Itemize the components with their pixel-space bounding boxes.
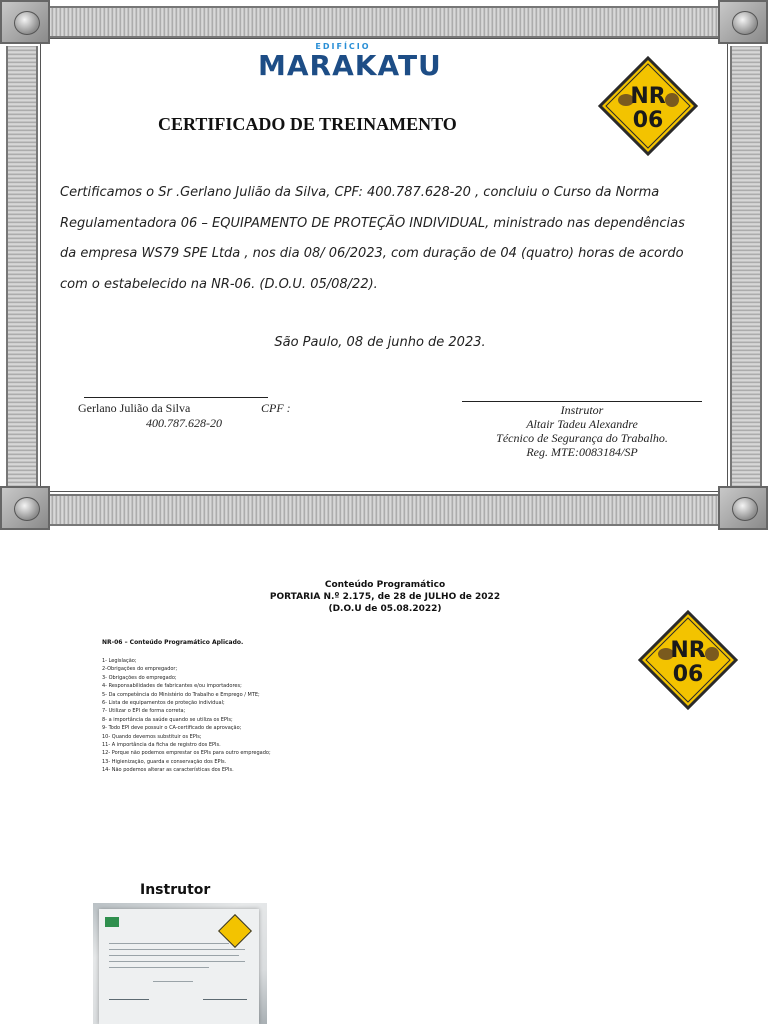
photo-logo-mark (105, 917, 119, 927)
list-item: 2-Obrigações do empregador; (102, 666, 178, 673)
photo-text-line (109, 955, 239, 956)
list-item: 1- Legislação; (102, 658, 137, 664)
list-item: 7- Utilizar o EPI de forma correta; (102, 708, 186, 715)
trainee-cpf-label: CPF : (261, 401, 291, 415)
list-item: 5- Da competência do Ministério do Trabalho e Emprego / MTE; (102, 691, 260, 698)
body-line: da empresa WS79 SPE Ltda , nos dia 08/ 06/2023, com duração de 04 (quatro) horas de acordo (60, 246, 684, 261)
badge-text-nr: NR (670, 638, 706, 663)
list-item: 11- A importância da ficha de registro dos EPIs. (102, 742, 221, 749)
photo-text-line (109, 967, 209, 968)
corner-ornament-bottom-left (0, 486, 50, 530)
signature-line-left (84, 397, 268, 398)
frame-right-border (730, 46, 762, 486)
badge-text-nr: NR (630, 84, 666, 109)
certificate-date: São Paulo, 08 de junho de 2023. (274, 335, 486, 350)
program-portaria: PORTARIA N.º 2.175, de 28 de JULHO de 2022 (269, 592, 501, 602)
badge-text-06: 06 (672, 662, 704, 687)
trainee-name: Gerlano Julião da Silva (78, 401, 191, 415)
photo-text-line (109, 943, 229, 944)
list-item: 8- a importância da saúde quando se utiliza os EPIs; (102, 716, 233, 723)
instructor-title: Técnico de Segurança do Trabalho. (496, 431, 668, 445)
program-dou: (D.O.U de 05.08.2022) (328, 604, 442, 614)
list-item: 6- Lista de equipamentos de proteção individual; (102, 700, 225, 707)
list-item: 14- Não podemos alterar as características dos EPIs. (102, 767, 234, 774)
marakatu-logo (258, 42, 442, 88)
frame-top-border (40, 6, 728, 38)
logo-wordmark: MARAKATU (258, 49, 442, 82)
instructor-section-label: Instrutor (140, 882, 211, 898)
instructor-name: Altair Tadeu Alexandre (526, 417, 638, 431)
trainee-cpf-value: 400.787.628-20 (146, 416, 222, 430)
instructor-role: Instrutor (560, 403, 604, 417)
list-item: 3- Obrigações do empregado; (102, 674, 177, 681)
instructor-registration: Reg. MTE:0083184/SP (526, 445, 638, 459)
frame-bottom-border (40, 494, 728, 526)
nr06-badge-icon (636, 608, 740, 712)
badge-text-06: 06 (632, 108, 664, 133)
instructor-signature-block (460, 403, 704, 459)
body-line: com o estabelecido na NR-06. (D.O.U. 05/08/22). (60, 276, 378, 292)
photo-signature-line (203, 999, 247, 1000)
program-list (102, 657, 422, 775)
signature-line-right (462, 401, 702, 402)
list-item: 4- Responsabilidades de fabricantes e/ou importadores; (102, 683, 242, 690)
program-list-title: NR-06 – Conteúdo Programático Aplicado. (102, 639, 244, 646)
list-item: 10- Quando devemos substituir os EPIs; (102, 733, 202, 740)
list-item: 9- Todo EPI deve possuir o CA-certificado de aprovação; (102, 725, 242, 732)
logo-subtitle: EDIFÍCIO (315, 42, 371, 51)
corner-ornament-top-left (0, 0, 50, 44)
program-header (200, 579, 570, 615)
list-item: 12- Porque não podemos emprestar os EPIs para outro empregado; (102, 750, 271, 757)
corner-ornament-top-right (718, 0, 768, 44)
list-item: 13- Higienização, guarda e conservação dos EPIs. (102, 758, 227, 765)
frame-left-border (6, 46, 38, 486)
program-heading: Conteúdo Programático (324, 580, 446, 590)
certificate-title: CERTIFICADO DE TREINAMENTO (158, 114, 457, 134)
body-line: Certificamos o Sr .Gerlano Julião da Silva, CPF: 400.787.628-20 , concluiu o Curso da Norma (60, 185, 660, 200)
photo-text-line (153, 981, 193, 982)
instructor-certificate-photo (93, 903, 267, 1024)
photo-signature-line (109, 999, 149, 1000)
certificate-body (60, 178, 706, 300)
body-line: Regulamentadora 06 – EQUIPAMENTO DE PROTEÇÃO INDIVIDUAL, ministrado nas dependências (60, 215, 685, 231)
corner-ornament-bottom-right (718, 486, 768, 530)
photo-text-line (109, 949, 245, 950)
photo-text-line (109, 961, 245, 962)
nr06-badge-icon (596, 54, 700, 158)
